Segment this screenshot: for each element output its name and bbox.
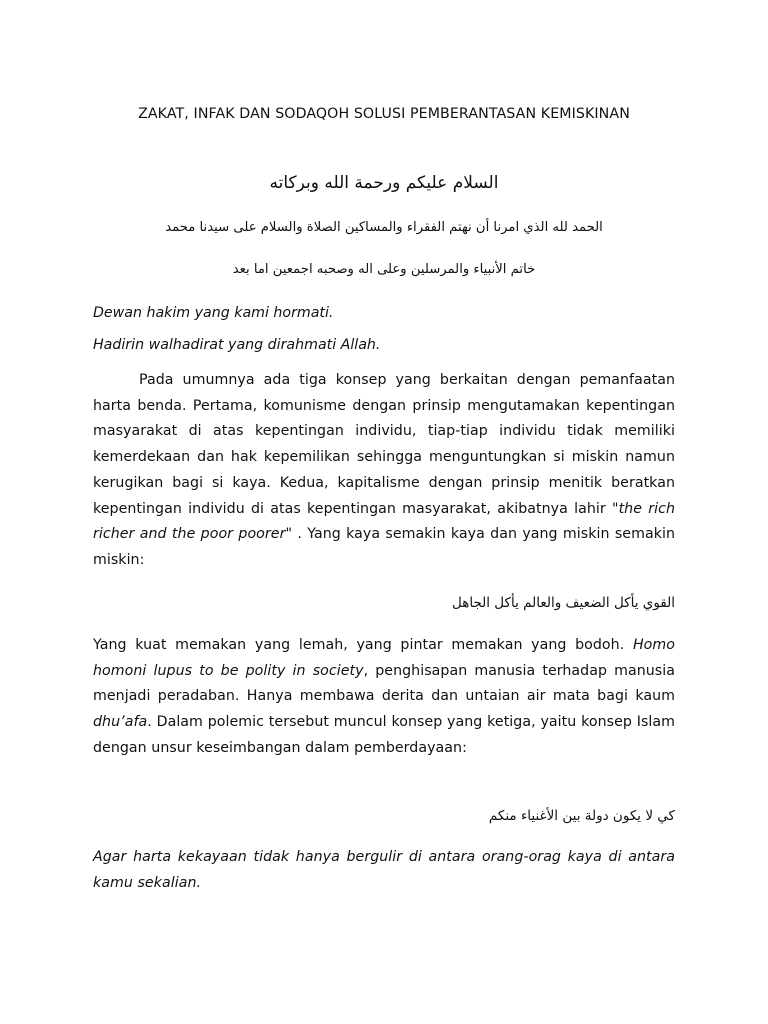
paragraph-islam-text-3: . Dalam polemic tersebut muncul konsep yang ketiga, yaitu konsep Islam dengan unsur keseimbangan dalam pemberdayaan:: [93, 714, 675, 756]
paragraph-islam-italic-2: dhu’afa: [93, 714, 148, 731]
paragraph-concepts-italic: the rich richer and the poor poorer: [93, 500, 675, 543]
paragraph-islam-text-2: , penghisapan manusia terhadap manusia menjadi peradaban. Hanya membawa derita dan untaian air mata bagi kaum: [93, 662, 675, 705]
paragraph-concepts-text-1: Pada umumnya ada tiga konsep yang berkaitan dengan pemanfaatan harta benda. Pertama, komunisme dengan prinsip mengutamakan kepentingan masyarakat di atas kepentingan individu, tiap-tiap individu tidak memiliki kemerdekaan dan hak kepemilikan sehingga menguntungkan si miskin namun kerugikan bagi si kaya. Kedua, kapitalisme dengan prinsip menitik beratkan kepentingan individu di atas kepentingan masyarakat, akibatnya lahir ": [93, 372, 675, 517]
arabic-hamdalah-line-2: خاتم الأنبياء والمرسلين وعلى اله وصحبه اجمعين اما بعد: [232, 262, 536, 277]
document-page: [93, 0, 675, 1024]
greeting-judges: Dewan hakim yang kami hormati.: [93, 305, 334, 321]
arabic-quote-strong-weak: القوي يأكل الضعيف والعالم يأكل الجاهل: [451, 595, 675, 611]
paragraph-islam-text-1: Yang kuat memakan yang lemah, yang pintar memakan yang bodoh.: [93, 637, 633, 653]
document-title: ZAKAT, INFAK DAN SODAQOH SOLUSI PEMBERANTASAN KEMISKINAN: [138, 106, 630, 122]
paragraph-translation: Agar harta kekayaan tidak hanya bergulir di antara orang-orag kaya di antara kamu sekalian.: [93, 849, 675, 891]
greeting-audience: Hadirin walhadirat yang dirahmati Allah.: [93, 337, 381, 353]
paragraph-concepts: [93, 368, 675, 574]
paragraph-islam-italic-1: Homo homoni lupus to be polity in society: [93, 637, 675, 679]
arabic-salam: السلام عليكم ورحمة الله وبركاته: [269, 173, 499, 193]
arabic-quote-wealth-circulation: كي لا يكون دولة بين الأغنياء منكم: [488, 808, 675, 824]
arabic-hamdalah-line-1: الحمد لله الذي امرنا أن نهتم الفقراء والمساكين الصلاة والسلام على سيدنا محمد: [165, 220, 603, 235]
paragraph-concepts-text-2: " . Yang kaya semakin kaya dan yang miskin semakin miskin:: [93, 526, 675, 568]
paragraph-islam-concept: [93, 633, 675, 762]
